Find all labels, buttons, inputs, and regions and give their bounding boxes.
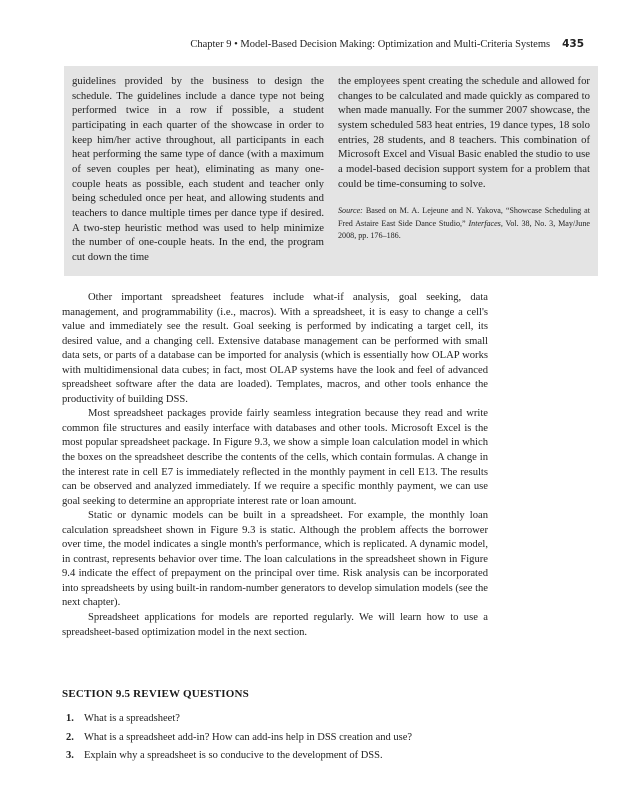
review-question bbox=[66, 747, 486, 766]
case-box bbox=[64, 66, 598, 276]
case-box-right-text: the employees spent creating the schedule and allowed for changes to be calculated and made quickly as compared to when made manually. For the summer 2007 showcase, the system scheduled 583 heat entries, 19 dance types, 18 solo entries, 28 students, and 8 teachers. This combination of Microsoft Excel and Visual Basic enabled the studio to use a model-based decision support system for a problem that could be time-consuming to solve. bbox=[338, 75, 590, 190]
running-header bbox=[62, 38, 584, 50]
source-journal: Interfaces, bbox=[468, 218, 503, 228]
chapter-title: Chapter 9 • Model-Based Decision Making: Optimization and Multi-Criteria Systems bbox=[190, 39, 551, 50]
case-box-right-column bbox=[338, 74, 590, 276]
case-box-left-column bbox=[72, 74, 324, 276]
question-text: What is a spreadsheet add-in? How can add-ins help in DSS creation and use? bbox=[84, 731, 413, 743]
case-box-left-text: guidelines provided by the business to design the schedule. The guidelines include a dance type not being performed twice in a row if possible, a student participating in each quarter of the showcase in order to keep him/her active throughout, all participants in each heat performing the same type of dance (with a maximum of seven couples per heat), eliminating as many one-couple heats as possible, each student and teacher only being scheduled once per heat, and allowing students and teachers to dance multiple times per dance type if desired. A two-step heuristic method was used to help minimize the number of one-couple heats. In the end, the program cut down the time bbox=[72, 75, 324, 263]
paragraph: Other important spreadsheet features include what-if analysis, goal seeking, data management, and programmability (i.e., macros). With a spreadsheet, it is easy to change a cell's value and immediately see the result. Goal seeking is performed by indicating a target cell, its desired value, and a changing cell. Extensive database management can be performed with small data sets, or parts of a database can be imported for analysis (which is essentially how OLAP works with multidimensional data cubes; in fact, most OLAP systems have the look and feel of advanced spreadsheet software after the data are loaded). Templates, macros, and other tools enhance the productivity of building DSS. bbox=[62, 292, 488, 405]
question-number: 2. bbox=[66, 731, 74, 743]
source-label: Source: bbox=[338, 206, 363, 216]
paragraph: Most spreadsheet packages provide fairly seamless integration because they read and write common file structures and easily interface with databases and other tools. Microsoft Excel is the most popular spreadsheet package. In Figure 9.3, we show a simple loan calculation model in which the boxes on the spreadsheet describe the contents of the cells, which contain formulas. A change in the interest rate in cell E7 is immediately reflected in the monthly payment in cell E13. The results can be observed and analyzed immediately. If we require a specific monthly payment, we can use goal seeking to determine an appropriate interest rate or loan amount. bbox=[62, 408, 488, 507]
source-rest: Vol. 38, No. 3, May/June 2008, pp. 176–186. bbox=[338, 218, 590, 241]
question-number: 1. bbox=[66, 713, 74, 724]
review-section-title: SECTION 9.5 REVIEW QUESTIONS bbox=[62, 688, 249, 700]
page-number: 435 bbox=[562, 38, 584, 50]
review-questions bbox=[66, 710, 486, 766]
body-text bbox=[62, 291, 488, 640]
paragraph: Spreadsheet applications for models are reported regularly. We will learn how to use a spreadsheet-based optimization model in the next section. bbox=[62, 612, 488, 638]
source-text: Based on M. A. Lejeune and N. Yakova, “Showcase Scheduling at Fred Astaire East Side Dance Studio,” bbox=[338, 206, 590, 228]
review-question bbox=[66, 710, 486, 729]
question-number: 3. bbox=[66, 750, 74, 762]
source-citation bbox=[338, 205, 590, 242]
question-text: Explain why a spreadsheet is so conducive to the development of DSS. bbox=[84, 750, 383, 762]
question-text: What is a spreadsheet? bbox=[84, 713, 180, 724]
paragraph: Static or dynamic models can be built in a spreadsheet. For example, the monthly loan calculation spreadsheet shown in Figure 9.3 is static. Although the problem affects the borrower over time, the model indicates a single month's performance, which is replicated. A dynamic model, in contrast, represents behavior over time. The loan calculations in the spreadsheet shown in Figure 9.4 indicate the effect of prepayment on the principal over time. Risk analysis can be incorporated into spreadsheets by using built-in random-number generators to develop simulation models (see the next chapter). bbox=[62, 510, 489, 609]
review-question bbox=[66, 729, 486, 748]
